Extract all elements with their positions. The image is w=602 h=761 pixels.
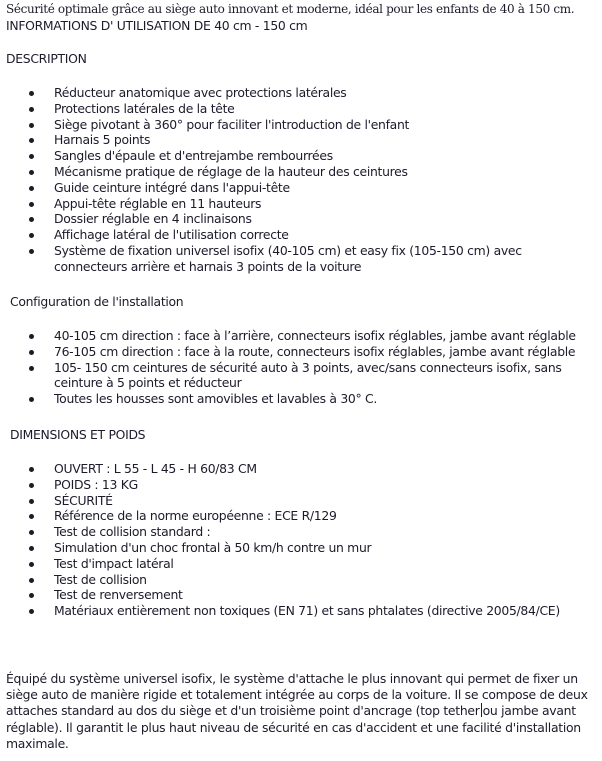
dimensions-list [0, 461, 602, 619]
dimensions-heading: DIMENSIONS ET POIDS [10, 427, 146, 442]
list-item: Test de collision [0, 572, 602, 588]
bullet-icon [29, 467, 34, 472]
bullet-icon [29, 546, 34, 551]
bullet-icon [29, 123, 34, 128]
list-item: Appui-tête réglable en 11 hauteurs [0, 196, 602, 212]
text-caret [481, 703, 482, 717]
bullet-icon [29, 202, 34, 207]
list-item: Harnais 5 points [0, 132, 602, 148]
bullet-icon [29, 217, 34, 222]
bullet-icon [29, 397, 34, 402]
bullet-icon [29, 499, 34, 504]
closing-text-before-caret: Équipé du système universel isofix, le système d'attache le plus innovant qui permet de fixer un siège auto de manière rigide et totalement intégrée au corps de la voiture. Il se compose de deux attaches standard au dos du siège et d'un troisième point d'ancrage (top tether [6, 671, 588, 719]
bullet-icon [29, 514, 34, 519]
list-item: Mécanisme pratique de réglage de la hauteur des ceintures [0, 164, 602, 180]
closing-text-after-caret: ou jambe avant réglable). Il garantit le plus haut niveau de sécurité en cas d'accident et une facilité d'installation maximale. [6, 703, 581, 751]
list-item: Sangles d'épaule et d'entrejambe rembourrées [0, 148, 602, 164]
bullet-icon [29, 249, 34, 254]
bullet-icon [29, 334, 34, 339]
description-heading: DESCRIPTION [6, 51, 87, 66]
description-list [0, 85, 602, 275]
list-item: Référence de la norme européenne : ECE R/129 [0, 508, 602, 524]
bullet-icon [29, 609, 34, 614]
list-item: Dossier réglable en 4 inclinaisons [0, 211, 602, 227]
list-item: Test d'impact latéral [0, 556, 602, 572]
usage-info: INFORMATIONS D' UTILISATION DE 40 cm - 150 cm [6, 18, 308, 33]
installation-heading: Configuration de l'installation [10, 294, 184, 309]
list-item: Simulation d'un choc frontal à 50 km/h contre un mur [0, 540, 602, 556]
list-item: POIDS : 13 KG [0, 477, 602, 493]
bullet-icon [29, 154, 34, 159]
bullet-icon [29, 593, 34, 598]
list-item: 105- 150 cm ceintures de sécurité auto à 3 points, avec/sans connecteurs isofix, sans ceinture à 5 points et réducteur [0, 360, 602, 392]
installation-list [0, 328, 602, 407]
bullet-icon [29, 578, 34, 583]
list-item: Réducteur anatomique avec protections latérales [0, 85, 602, 101]
intro-tagline: Sécurité optimale grâce au siège auto innovant et moderne, idéal pour les enfants de 40 à 150 cm. [6, 2, 575, 16]
bullet-icon [29, 233, 34, 238]
bullet-icon [29, 483, 34, 488]
bullet-icon [29, 107, 34, 112]
bullet-icon [29, 562, 34, 567]
list-item: OUVERT : L 55 - L 45 - H 60/83 CM [0, 461, 602, 477]
list-item: Système de fixation universel isofix (40-105 cm) et easy fix (105-150 cm) avec connecteurs arrière et harnais 3 points de la voiture [0, 243, 602, 275]
bullet-icon [29, 91, 34, 96]
bullet-icon [29, 366, 34, 371]
closing-paragraph[interactable] [6, 671, 598, 752]
bullet-icon [29, 170, 34, 175]
list-item: Protections latérales de la tête [0, 101, 602, 117]
list-item: Test de renversement [0, 587, 602, 603]
list-item: Test de collision standard : [0, 524, 602, 540]
list-item: 76-105 cm direction : face à la route, connecteurs isofix réglables, jambe avant réglable [0, 344, 602, 360]
list-item: Affichage latéral de l'utilisation correcte [0, 227, 602, 243]
list-item: Siège pivotant à 360° pour faciliter l'introduction de l'enfant [0, 117, 602, 133]
bullet-icon [29, 530, 34, 535]
list-item: 40-105 cm direction : face à l’arrière, connecteurs isofix réglables, jambe avant réglable [0, 328, 602, 344]
bullet-icon [29, 186, 34, 191]
bullet-icon [29, 138, 34, 143]
bullet-icon [29, 350, 34, 355]
list-item: Matériaux entièrement non toxiques (EN 71) et sans phtalates (directive 2005/84/CE) [0, 603, 602, 619]
list-item: Toutes les housses sont amovibles et lavables à 30° C. [0, 391, 602, 407]
list-item: SÉCURITÉ [0, 493, 602, 509]
list-item: Guide ceinture intégré dans l'appui-tête [0, 180, 602, 196]
